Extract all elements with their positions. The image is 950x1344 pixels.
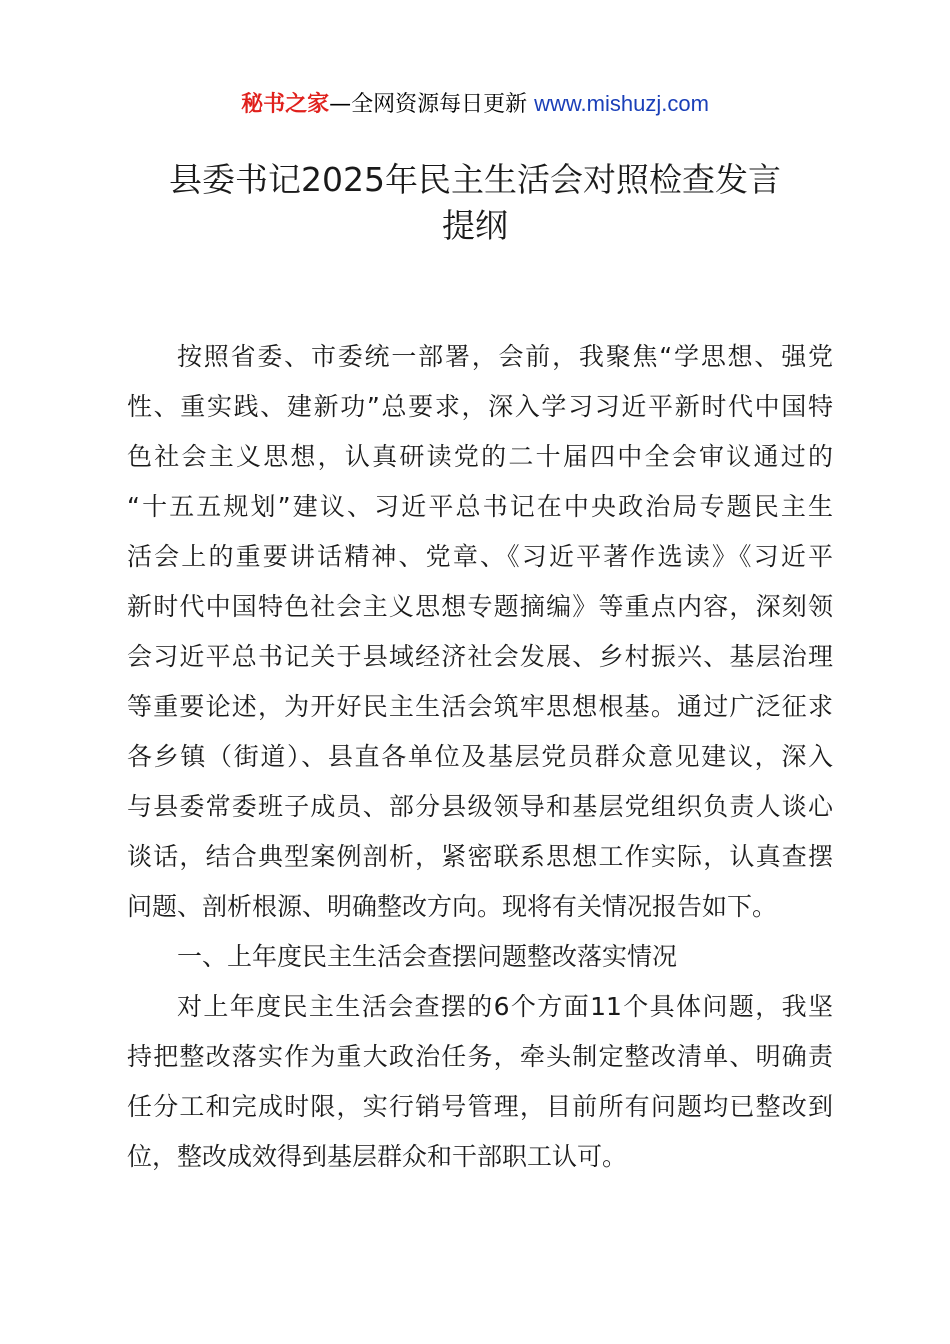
paragraph-2-line: 持把整改落实作为重大政治任务，牵头制定整改清单、明确责 [127, 1042, 833, 1071]
paragraph-1-line: 与县委常委班子成员、部分县级领导和基层党组织负责人谈心 [127, 792, 833, 821]
paragraph-1-line: 新时代中国特色社会主义思想专题摘编》等重点内容，深刻领 [127, 592, 833, 621]
paragraph-1-line: 色社会主义思想，认真研读党的二十届四中全会审议通过的 [127, 442, 833, 471]
paragraph-1-line: 会习近平总书记关于县域经济社会发展、乡村振兴、基层治理 [127, 642, 833, 671]
document-title [100, 157, 850, 249]
site-tagline: —全网资源每日更新 [329, 92, 528, 117]
title-line-1: 县委书记2025年民主生活会对照检查发言 [169, 160, 781, 199]
paragraph-2-line: 位，整改成效得到基层群众和干部职工认可。 [127, 1142, 628, 1171]
paragraph-2-line: 任分工和完成时限，实行销号管理，目前所有问题均已整改到 [127, 1092, 833, 1121]
paragraph-1-line: 性、重实践、建新功”总要求，深入学习习近平新时代中国特 [127, 392, 833, 421]
paragraph-1-line: 按照省委、市委统一部署，会前，我聚焦“学思想、强党 [177, 342, 833, 371]
section-heading-1: 一、上年度民主生活会查摆问题整改落实情况 [177, 942, 678, 971]
paragraph-1-line: 问题、剖析根源、明确整改方向。现将有关情况报告如下。 [127, 892, 778, 921]
site-url-link[interactable]: www.mishuzj.com [534, 91, 709, 116]
paragraph-1-line: 活会上的重要讲话精神、党章、《习近平著作选读》《习近平 [127, 542, 833, 571]
document-body [127, 332, 833, 1182]
paragraph-1-line: 谈话，结合典型案例剖析，紧密联系思想工作实际，认真查摆 [127, 842, 833, 871]
paragraph-2-line: 对上年度民主生活会查摆的6个方面11个具体问题，我坚 [177, 992, 833, 1021]
site-header [0, 88, 950, 121]
paragraph-1-line: 各乡镇（街道）、县直各单位及基层党员群众意见建议，深入 [127, 742, 833, 771]
title-line-2: 提纲 [442, 206, 508, 245]
paragraph-1-line: 等重要论述，为开好民主生活会筑牢思想根基。通过广泛征求 [127, 692, 833, 721]
site-brand: 秘书之家 [241, 92, 330, 117]
paragraph-1-line: “十五五规划”建议、习近平总书记在中央政治局专题民主生 [127, 492, 833, 521]
